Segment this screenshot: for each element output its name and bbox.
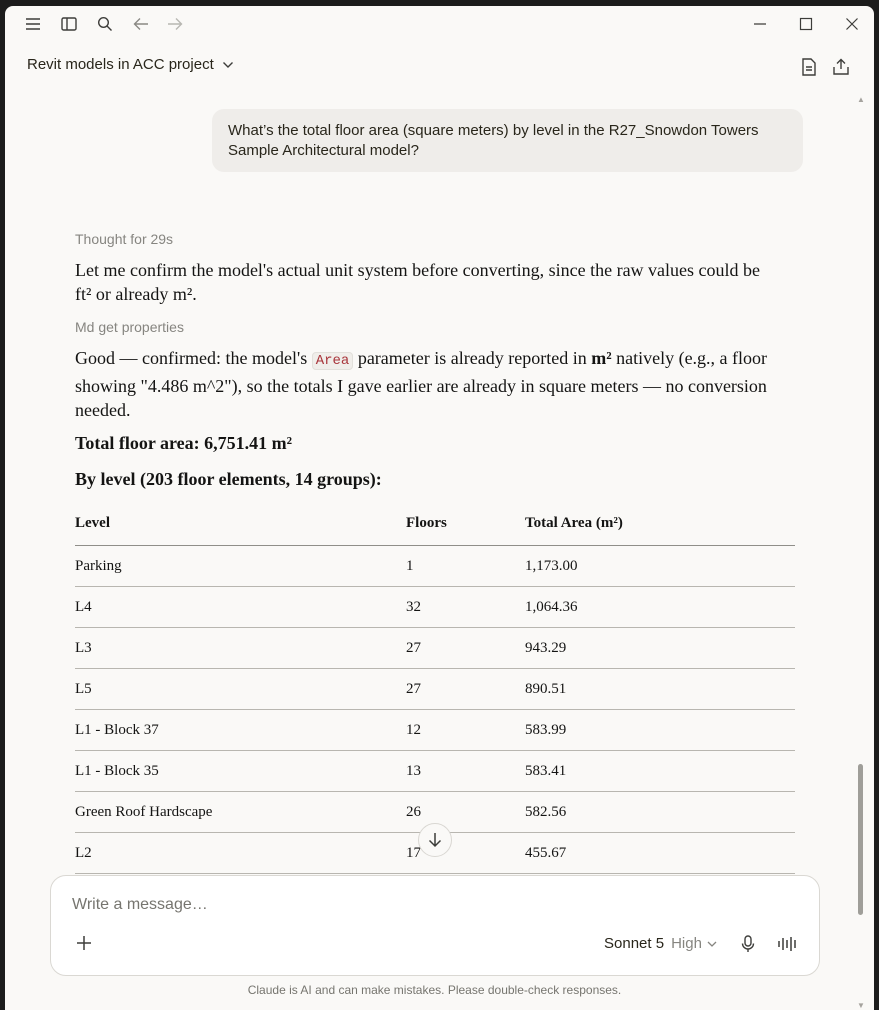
chevron-down-icon — [222, 56, 234, 73]
scrollbar-up-arrow-icon[interactable]: ▲ — [857, 94, 865, 104]
scroll-to-bottom-button[interactable] — [418, 823, 452, 857]
forward-arrow-icon[interactable] — [163, 12, 187, 36]
cell-area: 455.67 — [525, 844, 567, 861]
text-segment: Good — confirmed: the model's — [75, 348, 312, 368]
arrow-down-icon — [428, 832, 442, 848]
table-row — [75, 587, 795, 628]
audio-waveform-icon — [778, 936, 798, 952]
add-attachment-button[interactable] — [75, 934, 93, 952]
column-header-level: Level — [75, 515, 110, 531]
conversation-header — [5, 42, 874, 92]
cell-level: L2 — [75, 844, 92, 861]
thought-label[interactable]: Thought for 29s — [75, 231, 174, 247]
cell-area: 583.41 — [525, 762, 567, 779]
table-header-row — [75, 502, 795, 546]
plus-icon — [77, 936, 91, 950]
total-floor-area: Total floor area: 6,751.41 m² — [75, 433, 293, 453]
cell-floors: 32 — [406, 598, 421, 615]
cell-floors: 17 — [406, 844, 421, 861]
document-icon[interactable] — [796, 54, 822, 80]
project-title: Revit models in ACC project — [27, 56, 214, 73]
microphone-button[interactable] — [738, 934, 758, 954]
cell-area: 1,064.36 — [525, 598, 578, 615]
microphone-icon — [741, 935, 755, 953]
text-segment: natively (e.g., a floor showing "4.486 m^2"), so the totals I gave earlier are already in square meters — no conversion needed. — [75, 348, 768, 420]
cell-level: Parking — [75, 557, 122, 574]
disclaimer-text: Claude is AI and can make mistakes. Please double-check responses. — [247, 983, 622, 997]
cell-level: L5 — [75, 680, 92, 697]
title-bar — [5, 6, 874, 42]
cell-level: L1 - Block 35 — [75, 762, 159, 779]
model-selector[interactable] — [604, 935, 717, 952]
user-message: What’s the total floor area (square meters) by level in the R27_Snowdon Towers Sample Architectural model? — [212, 109, 803, 172]
cell-level: L3 — [75, 639, 92, 656]
by-level-heading: By level (203 floor elements, 14 groups): — [75, 469, 382, 489]
cell-area: 583.99 — [525, 721, 567, 738]
model-name: Sonnet 5 — [604, 935, 665, 952]
inline-code: Area — [312, 352, 354, 370]
floor-area-table — [75, 502, 795, 874]
table-row — [75, 710, 795, 751]
column-header-area: Total Area (m²) — [525, 515, 623, 531]
tool-call-label[interactable]: Md get properties — [75, 319, 184, 335]
table-row — [75, 546, 795, 587]
menu-icon[interactable] — [21, 12, 45, 36]
voice-mode-button[interactable] — [777, 934, 799, 954]
table-row — [75, 628, 795, 669]
scrollbar-thumb[interactable] — [858, 764, 863, 915]
effort-level: High — [671, 935, 702, 952]
cell-floors: 26 — [406, 803, 421, 820]
message-composer[interactable] — [50, 875, 820, 976]
chevron-down-icon — [707, 941, 717, 947]
table-row — [75, 669, 795, 710]
search-icon[interactable] — [93, 12, 117, 36]
cell-level: Green Roof Hardscape — [75, 803, 213, 820]
cell-floors: 12 — [406, 721, 421, 738]
cell-floors: 1 — [406, 557, 414, 574]
text-segment: parameter is already reported in — [353, 348, 592, 368]
back-arrow-icon[interactable] — [129, 12, 153, 36]
share-icon[interactable] — [828, 54, 854, 80]
sidebar-toggle-icon[interactable] — [57, 12, 81, 36]
project-title-dropdown[interactable] — [27, 56, 234, 73]
cell-area: 890.51 — [525, 680, 567, 697]
table-row — [75, 751, 795, 792]
maximize-icon[interactable] — [794, 12, 818, 36]
cell-floors: 27 — [406, 639, 421, 656]
cell-floors: 27 — [406, 680, 421, 697]
cell-area: 582.56 — [525, 803, 567, 820]
conversation-scroll-area[interactable] — [5, 92, 874, 1010]
cell-area: 943.29 — [525, 639, 567, 656]
cell-level: L1 - Block 37 — [75, 721, 159, 738]
cell-area: 1,173.00 — [525, 557, 578, 574]
effort-selector[interactable] — [671, 935, 717, 952]
bold-unit: m² — [591, 348, 612, 368]
close-icon[interactable] — [840, 12, 864, 36]
message-input[interactable]: Write a message… — [72, 896, 208, 913]
cell-level: L4 — [75, 598, 92, 615]
column-header-floors: Floors — [406, 515, 447, 531]
app-window — [5, 6, 874, 1010]
minimize-icon[interactable] — [748, 12, 772, 36]
assistant-paragraph-confirmation — [75, 346, 775, 423]
cell-floors: 13 — [406, 762, 421, 779]
scrollbar-down-arrow-icon[interactable]: ▼ — [857, 1000, 865, 1010]
assistant-paragraph: Let me confirm the model's actual unit system before converting, since the raw values could be ft² or already m². — [75, 260, 761, 304]
